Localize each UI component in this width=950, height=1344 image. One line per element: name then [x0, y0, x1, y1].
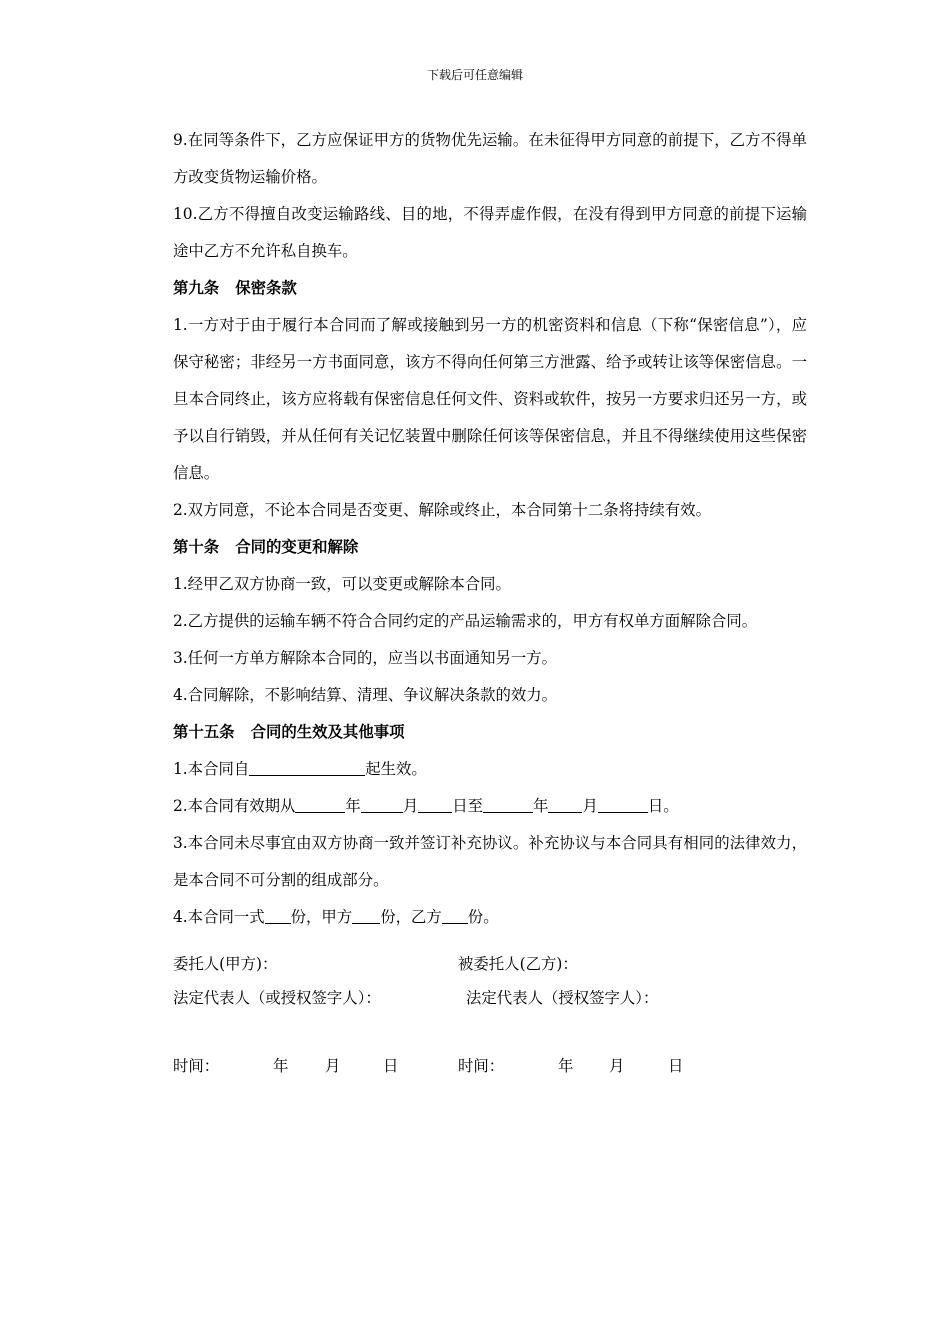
end-day-blank[interactable]: [598, 796, 648, 813]
copies-total-blank[interactable]: [265, 907, 291, 924]
party-a-month-label: 月: [325, 1057, 341, 1075]
party-a-label: 委托人(甲方)：: [173, 955, 278, 973]
article-10-number: 第十条: [173, 538, 220, 556]
start-month-blank[interactable]: [361, 796, 403, 813]
effective-date-blank[interactable]: [249, 759, 365, 776]
article-10-item-3: 3.任何一方单方解除本合同的，应当以书面通知另一方。: [173, 649, 558, 667]
party-b-day-label: 日: [668, 1057, 684, 1075]
party-b-month-label: 月: [609, 1057, 625, 1075]
party-a-year-label: 年: [273, 1057, 289, 1075]
article-9-item-2: 2.双方同意，不论本合同是否变更、解除或终止，本合同第十二条将持续有效。: [173, 501, 711, 519]
article-10-item-4: 4.合同解除，不影响结算、清理、争议解决条款的效力。: [173, 686, 558, 704]
end-year-blank[interactable]: [483, 796, 533, 813]
party-b-label: 被委托人(乙方)：: [458, 955, 578, 973]
article-10-item-2: 2.乙方提供的运输车辆不符合合同约定的产品运输需求的，甲方有权单方面解除合同。: [173, 612, 758, 630]
article-10-item-1: 1.经甲乙双方协商一致，可以变更或解除本合同。: [173, 575, 511, 593]
article-10-title: 合同的变更和解除: [235, 538, 359, 556]
article-15-number: 第十五条: [173, 723, 235, 741]
clause-9: 9.在同等条件下，乙方应保证甲方的货物优先运输。在未征得甲方同意的前提下，乙方不得单方改变货物运输价格。: [173, 131, 807, 186]
start-year-blank[interactable]: [295, 796, 345, 813]
contract-body: [173, 122, 807, 936]
party-a-day-label: 日: [383, 1057, 399, 1075]
article-15-item-3: 3.本合同未尽事宜由双方协商一致并签订补充协议。补充协议与本合同具有相同的法律效力，是本合同不可分割的组成部分。: [173, 834, 807, 889]
article-15-item-1: 1.本合同自 起生效。: [173, 760, 427, 778]
party-b-representative-label: 法定代表人（授权签字人）：: [466, 989, 659, 1007]
party-b-time-label: 时间：: [458, 1057, 505, 1075]
article-10-heading: [173, 529, 807, 566]
clause-10: 10.乙方不得擅自改变运输路线、目的地，不得弄虚作假，在没有得到甲方同意的前提下运输途中乙方不允许私自换车。: [173, 205, 807, 260]
article-9-title: 保密条款: [235, 279, 297, 297]
article-9-item-1: 1.一方对于由于履行本合同而了解或接触到另一方的机密资料和信息（下称“保密信息”），应保守秘密；非经另一方书面同意，该方不得向任何第三方泄露、给予或转让该等保密信息。一旦本合同终止，该方应将载有保密信息任何文件、资料或软件，按另一方要求归还另一方，或予以自行销毁，并从任何有关记忆装置中删除任何该等保密信息，并且不得继续使用这些保密信息。: [173, 316, 807, 482]
article-9-heading: [173, 270, 807, 307]
article-15-heading: [173, 714, 807, 751]
copies-party-b-blank[interactable]: [442, 907, 468, 924]
article-9-number: 第九条: [173, 279, 220, 297]
article-15-title: 合同的生效及其他事项: [250, 723, 405, 741]
page-header: 下载后可任意编辑: [426, 68, 523, 82]
party-b-year-label: 年: [558, 1057, 574, 1075]
article-15-item-2: 2.本合同有效期从 年 月 日至 年 月 日。: [173, 797, 679, 815]
article-15-item-4: 4.本合同一式 份，甲方 份，乙方 份。: [173, 908, 499, 926]
end-month-blank[interactable]: [548, 796, 582, 813]
copies-party-a-blank[interactable]: [352, 907, 380, 924]
start-day-blank[interactable]: [418, 796, 452, 813]
party-a-representative-label: 法定代表人（或授权签字人）：: [173, 989, 381, 1007]
party-a-time-label: 时间：: [173, 1057, 220, 1075]
